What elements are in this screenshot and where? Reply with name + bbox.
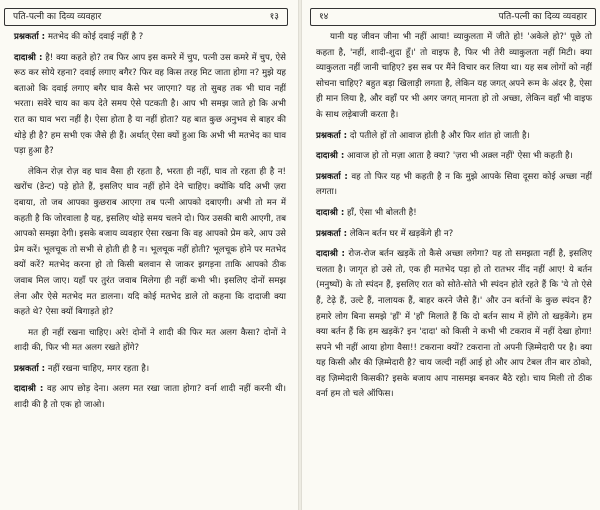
- speaker-label: प्रश्नकर्ता :: [316, 130, 348, 141]
- left-paragraph-3: [14, 165, 286, 321]
- left-paragraph-5: [14, 362, 286, 378]
- paragraph-text: रोज-रोज बर्तन खड़कें तो कैसे अच्छा लगेगा? यह तो समझता नहीं है, इसलिए चलता है। जागृत हो उसे तो, एक ही मतभेद पड़ा हो तो रातभर नींद नहीं आए! ये बर्तन (मनुष्यों) के तो स्पंदन हैं, इसलिए रात को सोते-सोते भी स्पंदन होते रहते हैं कि 'ये तो ऐसे हैं, टेढ़े हैं, उल्टे हैं, नालायक हैं, बाहर करने जैसे हैं।' और उन बर्तनों के कुछ स्पंदन हैं? हमारे लोग बिना समझे 'हाँ' में 'हाँ' मिलाते हैं कि दो बर्तन साथ में होंगे तो खड़केंगे। हम क्या बर्तन हैं कि हम खड़कें? इन 'दादा' को किसी ने कभी भी टकराव में नहीं देखा होगा! सपने भी नहीं आया होगा वैसा!! टकराना क्यों? टकराना तो अपनी ज़िम्मेदारी पर है। क्या यह किसी और की ज़िम्मेदारी है? चाय जल्दी नहीं आई हो और आप टेबल तीन बार ठोको, वह ज़िम्मेदारी किसकी? इसके बजाय आप नासमझ बनकर बैठे रहो। चाय मिली तो ठीक वर्ना हम तो चले ऑफिस।: [316, 249, 592, 400]
- speaker-label: प्रश्नकर्ता :: [14, 32, 46, 42]
- left-page-header: [4, 8, 288, 26]
- right-page-body: [316, 30, 592, 403]
- right-paragraph-4: [316, 170, 592, 201]
- paragraph-text: लेकिन बर्तन घर में खड़केंगे ही न?: [347, 228, 454, 239]
- paragraph-text: है! क्या कहते हो? तब फिर आप इस कमरे में चुप, पत्नी उस कमरे में चुप, ऐसे रूठ कर सोये रहना? दवाई लगाए बगैर? फिर वह किस तरह मिट जाता होगा न? मुझे यह बताओ कि दवाई लगाए बगैर घाव कैसे भर जाएगा? यह तो सुबह तक भी घाव नहीं भरता। सवेरे चाय का कप देते समय ऐसे पटकती है। आप भी समझ जाते हो कि अभी रात का घाव भरा नहीं है। ऐसा होता है या नहीं होता? यह बात कुछ अनुभव से बाहर की थोड़े ही है? हम सभी एक जैसे ही हैं। अर्थात् ऐसा क्यों हुआ कि अभी भी मतभेद का घाव पड़ा हुआ है?: [14, 52, 286, 157]
- left-page-number: १३: [269, 12, 279, 22]
- speaker-label: दादाश्री :: [14, 384, 44, 395]
- left-header-title: पति-पत्नी का दिव्य व्यवहार: [13, 12, 102, 22]
- right-paragraph-7: [316, 247, 592, 403]
- paragraph-text: यानी यह जीवन जीना भी नहीं आया! व्याकुलता में जीते हो! 'अकेले हो?' पूछे तो कहता है, 'नहीं, शादी-शुदा हूँ।' तो वाइफ है, फिर भी तेरी व्याकुलता नहीं मिटी। क्या व्याकुलता नहीं जानी चाहिए? इस सब पर मैंने विचार कर लिया था। यह सब लोगों को नहीं सोचना चाहिए? बहुत बड़ा खिलाड़ी लगता है, लेकिन यह जगत् अपने रूम के अंदर है, ऐसा ही मान लिया है, और वहाँ पर भी अगर जगत् मानता हो तो अच्छा, लेकिन वहाँ भी वाइफ के साथ लड़ेबाजी करता है।: [316, 32, 592, 120]
- left-paragraph-1: [14, 30, 286, 46]
- right-paragraph-2: [316, 129, 592, 145]
- right-page-header: [310, 8, 596, 26]
- paragraph-text: मत ही नहीं रखना चाहिए। अरे! दोनों ने शादी की फिर मत अलग कैसा? दोनों ने शादी की, फिर भी मत अलग रखते होंगे?: [14, 327, 286, 354]
- left-page-body: [14, 30, 286, 414]
- speaker-label: दादाश्री :: [316, 249, 345, 260]
- paragraph-text: लेकिन रोज़ रोज़ वह घाव वैसा ही रहता है, भरता ही नहीं, घाव तो रहता ही है न! खरोंच (डेन्ट) पड़े होते हैं, इसलिए घाव नहीं होने देने चाहिए। क्योंकि यदि अभी ज़रा दबाया, तो जब आपका कुछराब आएगा तब पत्नी आपको दबाएगी। अभी तो मन में कहती है कि जोरवाला है यह, इसलिए थोड़े समय चलने दो। फिर उसकी बारी आएगी, तब आपको समझा देगी। इसके बजाय व्यवहार ऐसा रखना कि वह आपको प्रेम करे, आप उसे प्रेम करें। भूलचूक तो सभी से होती ही है न। भूलचूक नहीं होती? भूलचूक होने पर मतभेद क्यों करें? मतभेद करना हो तो किसी बलवान से जाकर झगड़ना ताकि आपको ठीक जवाब मिल जाए। यहाँ पर तुरंत जवाब मिलेगा ही नहीं कभी भी। इसलिए दोनों समझ लेना और ऐसे मतभेद मत डालना। यदि कोई मतभेद डाले तो कहना कि दादाजी क्या कहते थे? ऐसा क्यों बिगाड़ते हो?: [14, 166, 286, 318]
- left-paragraph-4: [14, 326, 286, 357]
- paragraph-text: आवाज हो तो मज़ा आता है क्या? 'ज़रा भी अक़्ल नहीं' ऐसा भी कहती है।: [344, 151, 573, 162]
- right-page-number: १४: [319, 12, 329, 22]
- speaker-label: प्रश्नकर्ता :: [316, 171, 348, 182]
- paragraph-text: नहीं रखना चाहिए, मगर रहता है।: [45, 363, 150, 374]
- speaker-label: दादाश्री :: [316, 151, 345, 162]
- left-paragraph-6: [14, 382, 286, 413]
- right-paragraph-5: [316, 206, 592, 222]
- paragraph-text: वह आप छोड़ देना। अलग मत रखा जाता होगा? वर्ना शादी नहीं करनी थी। शादी की है तो एक हो जाओ।: [14, 384, 286, 411]
- paragraph-text: वह तो फिर यह भी कहती है न कि मुझे आपके सिवा दूसरा कोई अच्छा नहीं लगता।: [316, 171, 593, 198]
- speaker-label: प्रश्नकर्ता :: [14, 363, 46, 374]
- paragraph-text: दो पतीले हों तो आवाज होती है और फिर शांत हो जाती है।: [347, 130, 530, 141]
- left-paragraph-2: [14, 51, 286, 160]
- left-page: [0, 0, 298, 510]
- right-paragraph-6: [316, 227, 592, 243]
- right-paragraph-3: [316, 149, 592, 165]
- paragraph-text: हाँ, ऐसा भी बोलती है!: [344, 207, 417, 218]
- right-page: [302, 0, 600, 510]
- speaker-label: दादाश्री :: [14, 52, 43, 63]
- right-paragraph-1: [316, 30, 592, 124]
- speaker-label: दादाश्री :: [316, 207, 345, 218]
- speaker-label: प्रश्नकर्ता :: [316, 228, 348, 239]
- paragraph-text: मतभेद की कोई दवाई नहीं है ?: [45, 32, 144, 42]
- right-header-title: पति-पत्नी का दिव्य व्यवहार: [498, 12, 587, 22]
